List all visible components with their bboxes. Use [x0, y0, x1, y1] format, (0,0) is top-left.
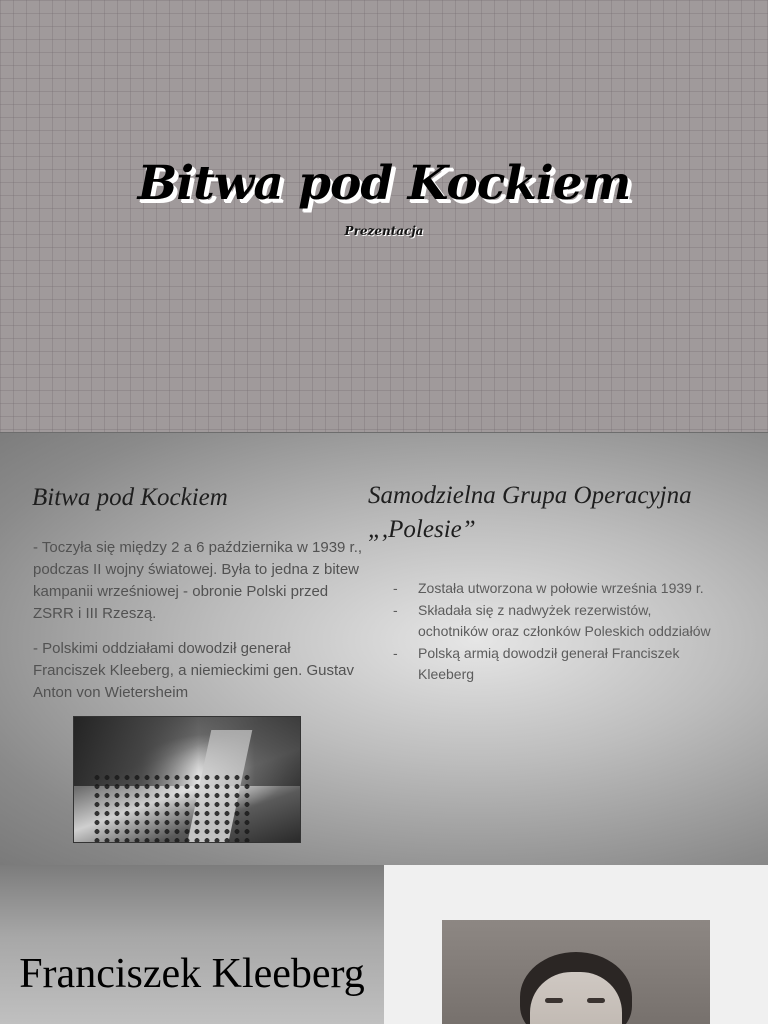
title-block	[0, 156, 768, 238]
list-item	[393, 643, 723, 685]
portrait-eye-right	[587, 998, 605, 1003]
battle-dates-paragraph: - Toczyła się między 2 a 6 października w 1939 r., podczas II wojny światowej. Była to jedna z bitew kampanii wrześniowej - obronie Polski przed ZSRR i III Rzeszą.	[33, 539, 363, 622]
polesie-bullet-list	[393, 578, 723, 686]
portrait-photo	[442, 920, 710, 1024]
list-item	[393, 578, 723, 599]
battle-photo	[73, 716, 301, 843]
bullet-dash: -	[393, 602, 398, 618]
commanders-paragraph: - Polskimi oddziałami dowodził generał Franciszek Kleeberg, a niemieckimi gen. Gustav Anton von Wietersheim	[33, 640, 354, 701]
bullet-dash: -	[393, 580, 398, 596]
portrait-eye-left	[545, 998, 563, 1003]
person-title-panel	[0, 865, 384, 1024]
person-slide	[0, 865, 768, 1024]
presentation-subtitle: Prezentacja	[344, 224, 424, 238]
bullet-text: Polską armią dowodził generał Franciszek Kleeberg	[418, 645, 680, 682]
presentation-title: Bitwa pod Kockiem	[137, 156, 631, 211]
bullet-text: Składała się z nadwyżek rezerwistów, ochotników oraz członków Poleskich oddziałów	[418, 602, 711, 639]
title-slide	[0, 0, 768, 432]
photo-troops	[92, 773, 250, 842]
right-column-title: Samodzielna Grupa Operacyjna „,Polesie”	[368, 482, 692, 543]
list-item	[393, 600, 723, 642]
content-slide	[0, 432, 768, 865]
person-name: Franciszek Kleeberg	[19, 951, 365, 997]
bullet-dash: -	[393, 645, 398, 661]
left-column-title: Bitwa pod Kockiem	[32, 484, 228, 511]
bullet-text: Została utworzona w połowie września 1939 r.	[418, 580, 704, 596]
